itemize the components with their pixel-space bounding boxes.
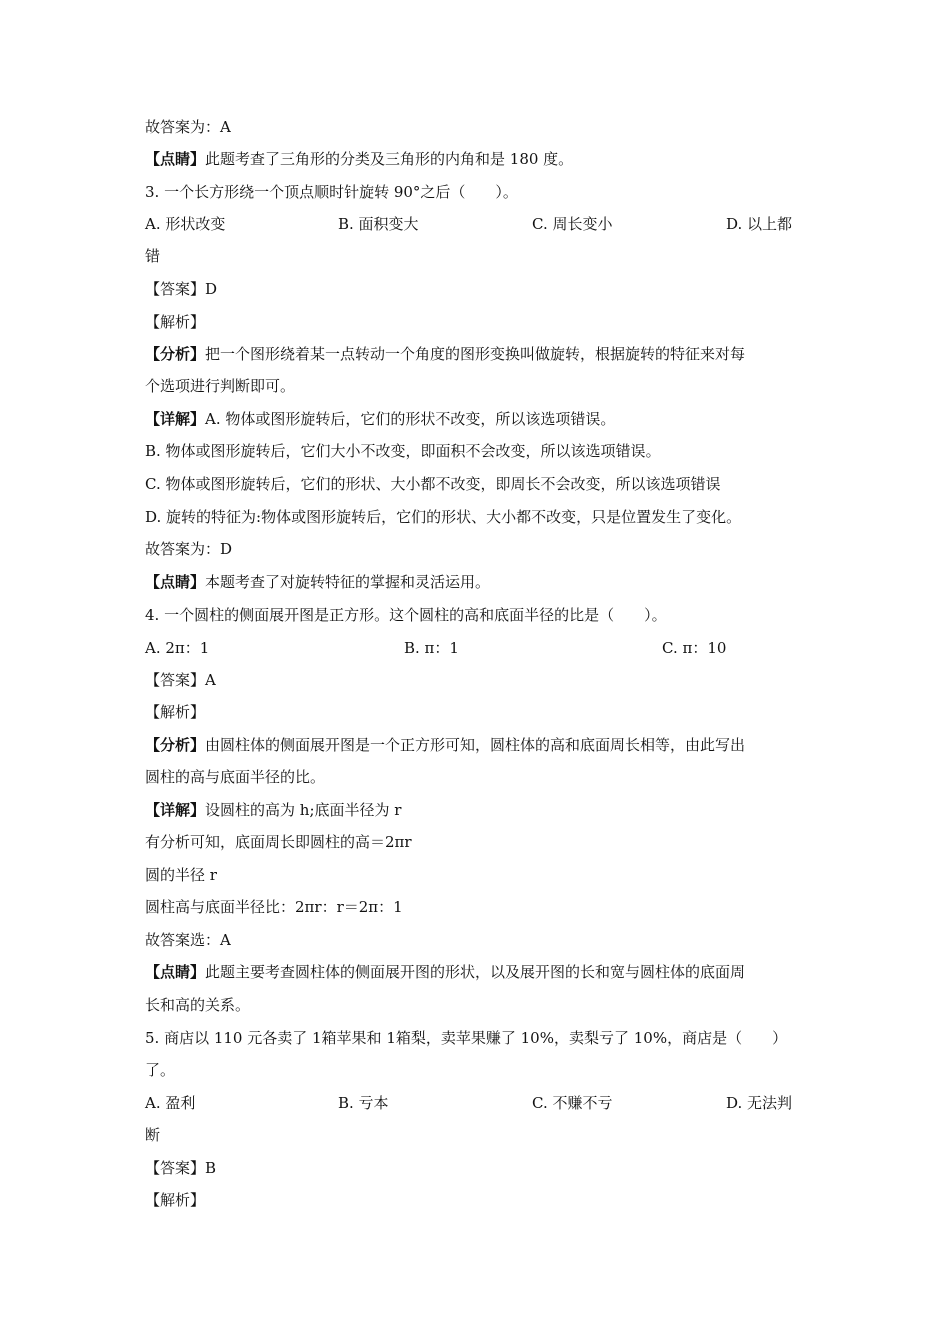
detail-tag: 【详解】 (145, 801, 206, 819)
q5-option-d-wrap: 断 (145, 1126, 161, 1144)
q4-analysis-heading: 【解析】 (145, 703, 206, 721)
key-point-tag: 【点睛】 (145, 573, 206, 591)
q3-analysis-heading: 【解析】 (145, 313, 206, 331)
key-point-text: 本题考查了对旋转特征的掌握和灵活运用。 (205, 573, 491, 591)
q5-answer: 【答案】B (145, 1159, 217, 1177)
q3-option-d: D. 以上都 (726, 215, 793, 233)
q3-detail-2: B. 物体或图形旋转后，它们大小不改变，即面积不会改变，所以该选项错误。 (145, 442, 661, 460)
q5-option-b: B. 亏本 (338, 1094, 389, 1112)
q5-option-c: C. 不赚不亏 (532, 1094, 613, 1112)
key-point-line (145, 149, 573, 169)
question-3: 3. 一个长方形绕一个顶点顺时针旋转 90°之后（ ）。 (145, 183, 518, 201)
q4-detail-4: 圆柱高与底面半径比：2πr：r＝2π：1 (145, 898, 403, 916)
detail-tag: 【详解】 (145, 410, 206, 428)
q3-analysis-1 (145, 344, 745, 364)
q4-option-c: C. π：10 (662, 639, 727, 657)
question-5-wrap: 了。 (145, 1061, 176, 1079)
analysis-tag: 【分析】 (145, 736, 206, 754)
q3-answer: 【答案】D (145, 280, 218, 298)
q5-option-d: D. 无法判 (726, 1094, 793, 1112)
q5-option-a: A. 盈利 (145, 1094, 196, 1112)
key-point-tag: 【点睛】 (145, 963, 206, 981)
q4-option-a: A. 2π：1 (145, 639, 210, 657)
q3-key-point (145, 572, 490, 592)
q3-option-a: A. 形状改变 (145, 215, 226, 233)
analysis-text: 由圆柱体的侧面展开图是一个正方形可知，圆柱体的高和底面周长相等，由此写出 (205, 736, 746, 754)
detail-text: 设圆柱的高为 h;底面半径为 r (205, 801, 402, 819)
question-5: 5. 商店以 110 元各卖了 1箱苹果和 1箱梨，卖苹果赚了 10%，卖梨亏了 10%，商店是（ ） (145, 1029, 788, 1047)
q4-analysis-1 (145, 735, 745, 755)
q3-final-answer: 故答案为：D (145, 540, 233, 558)
q4-analysis-2: 圆柱的高与底面半径的比。 (145, 768, 326, 786)
q3-option-b: B. 面积变大 (338, 215, 419, 233)
q4-key-point-1 (145, 962, 745, 982)
q4-detail-1 (145, 800, 401, 820)
q4-final-answer: 故答案选：A (145, 931, 231, 949)
analysis-tag: 【分析】 (145, 345, 206, 363)
q4-detail-3: 圆的半径 r (145, 866, 217, 884)
q3-detail-1 (145, 409, 615, 429)
question-4: 4. 一个圆柱的侧面展开图是正方形。这个圆柱的高和底面半径的比是（ ）。 (145, 606, 667, 624)
q4-option-b: B. π：1 (404, 639, 459, 657)
q3-detail-4: D. 旋转的特征为:物体或图形旋转后，它们的形状、大小都不改变，只是位置发生了变化。 (145, 508, 742, 526)
q4-key-point-2: 长和高的关系。 (145, 996, 251, 1014)
analysis-text: 把一个图形绕着某一点转动一个角度的图形变换叫做旋转，根据旋转的特征来对每 (205, 345, 746, 363)
q3-analysis-2: 个选项进行判断即可。 (145, 377, 296, 395)
q3-option-d-wrap: 错 (145, 247, 161, 265)
detail-text: A. 物体或图形旋转后，它们的形状不改变，所以该选项错误。 (205, 410, 616, 428)
key-point-text: 此题考查了三角形的分类及三角形的内角和是 180 度。 (205, 150, 574, 168)
key-point-text: 此题主要考查圆柱体的侧面展开图的形状，以及展开图的长和宽与圆柱体的底面周 (205, 963, 746, 981)
q3-detail-3: C. 物体或图形旋转后，它们的形状、大小都不改变，即周长不会改变，所以该选项错误 (145, 475, 721, 493)
key-point-tag: 【点睛】 (145, 150, 206, 168)
q4-detail-2: 有分析可知，底面周长即圆柱的高＝2πr (145, 833, 412, 851)
answer-line: 故答案为：A (145, 118, 231, 136)
q3-option-c: C. 周长变小 (532, 215, 613, 233)
q4-answer: 【答案】A (145, 671, 216, 689)
q5-analysis-heading: 【解析】 (145, 1191, 206, 1209)
